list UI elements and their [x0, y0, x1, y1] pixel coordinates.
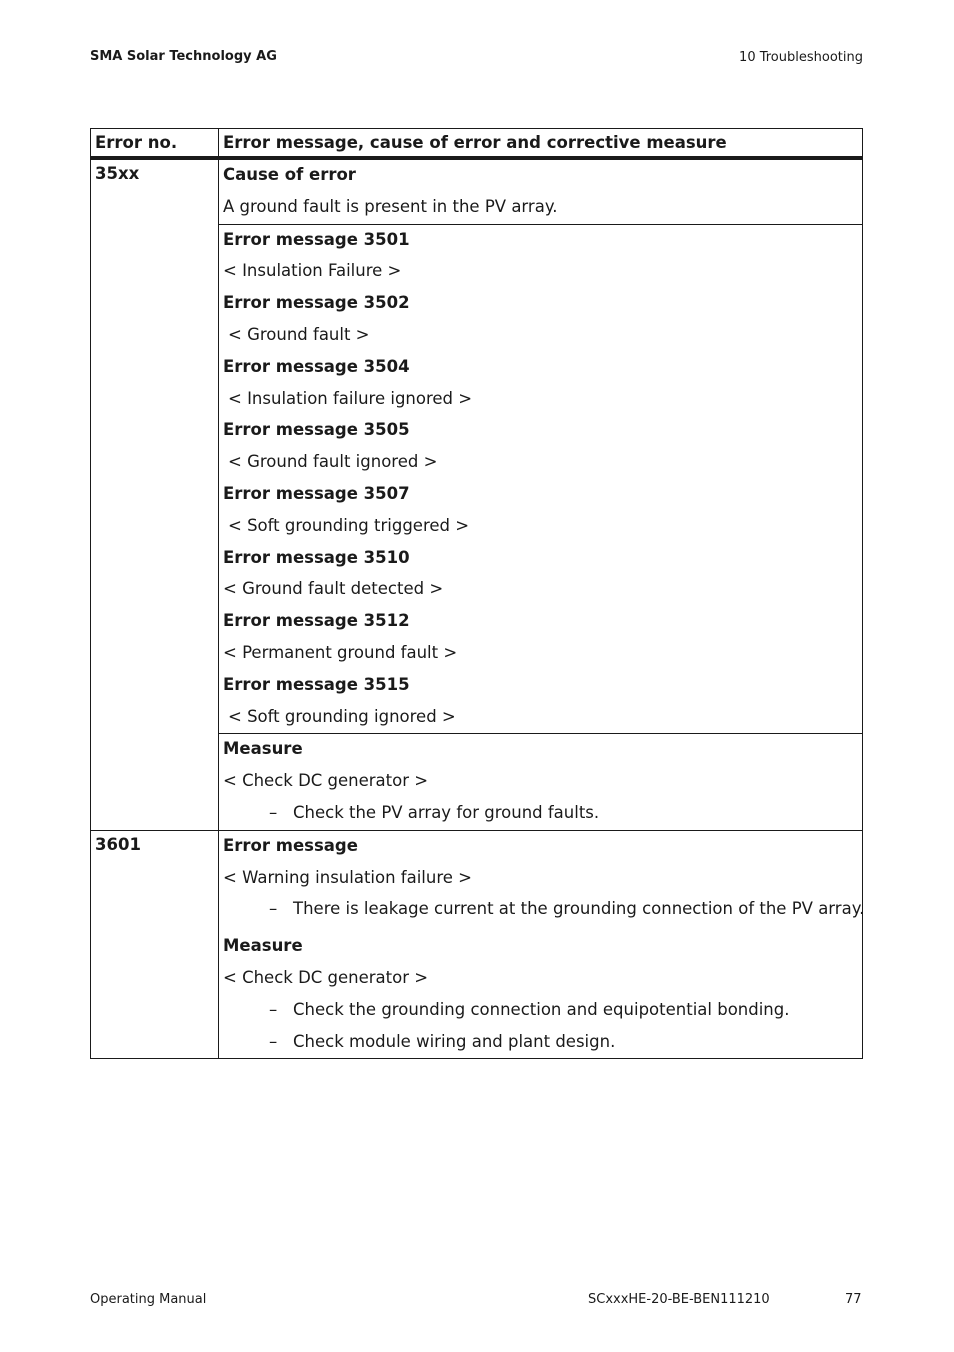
table-row: [91, 830, 863, 1059]
message-text: < Insulation failure ignored >: [228, 388, 473, 408]
bullet-text: Check the PV array for ground faults.: [293, 802, 600, 822]
message-bullet: [223, 894, 865, 926]
message-text: < Soft grounding triggered >: [228, 515, 470, 535]
header-company: SMA Solar Technology AG: [90, 49, 277, 64]
cause-title: Cause of error: [223, 165, 356, 184]
message-title: Error message: [223, 835, 358, 855]
message-text: < Insulation Failure >: [223, 261, 402, 281]
table-row: [91, 158, 863, 224]
measure-text: < Check DC generator >: [223, 967, 429, 987]
bullet-text: Check module wiring and plant design.: [293, 1031, 616, 1051]
messages-cell: [219, 224, 863, 734]
footer-page-number: 77: [845, 1292, 862, 1307]
message-measure-cell: [219, 830, 863, 1059]
message-text: < Permanent ground fault >: [223, 642, 458, 662]
measure-title: Measure: [223, 739, 303, 759]
measure-text: < Check DC generator >: [223, 771, 429, 791]
error-table: [90, 128, 863, 1059]
message-title: Error message 3502: [223, 293, 410, 313]
measure-bullet: [223, 798, 858, 830]
message-title: Error message 3515: [223, 674, 410, 694]
footer-doc-type: Operating Manual: [90, 1292, 207, 1307]
message-text: < Ground fault ignored >: [228, 452, 438, 472]
bullet-dash: –: [269, 899, 278, 919]
column-header-error-no: Error no.: [91, 129, 219, 159]
footer-doc-code: SCxxxHE-20-BE-BEN111210: [588, 1292, 770, 1307]
message-text: < Ground fault >: [228, 324, 370, 344]
message-title: Error message 3504: [223, 356, 410, 376]
bullet-dash: –: [269, 1031, 278, 1051]
cause-cell: [219, 158, 863, 224]
bullet-text: Check the grounding connection and equipotential bonding.: [293, 999, 790, 1019]
error-number: 3601: [91, 830, 219, 1059]
measure-bullet: [223, 995, 858, 1027]
header-chapter: 10 Troubleshooting: [739, 50, 863, 65]
message-title: Error message 3505: [223, 420, 410, 440]
message-title: Error message 3512: [223, 611, 410, 631]
cause-text: A ground fault is present in the PV array.: [223, 196, 558, 216]
error-number: 35xx: [91, 158, 219, 830]
bullet-text: There is leakage current at the grounding connection of the PV array.: [293, 899, 865, 919]
measure-bullet: [223, 1027, 858, 1059]
bullet-dash: –: [269, 999, 278, 1019]
message-text: < Soft grounding ignored >: [228, 706, 456, 726]
message-text: < Warning insulation failure >: [223, 867, 472, 887]
column-header-message: Error message, cause of error and corrective measure: [219, 129, 863, 159]
table-header-row: [91, 129, 863, 159]
message-title: Error message 3510: [223, 547, 410, 567]
measure-title: Measure: [223, 936, 303, 956]
measure-cell: [219, 734, 863, 830]
bullet-dash: –: [269, 802, 278, 822]
message-title: Error message 3507: [223, 483, 410, 503]
message-title: Error message 3501: [223, 229, 410, 249]
message-text: < Ground fault detected >: [223, 579, 444, 599]
